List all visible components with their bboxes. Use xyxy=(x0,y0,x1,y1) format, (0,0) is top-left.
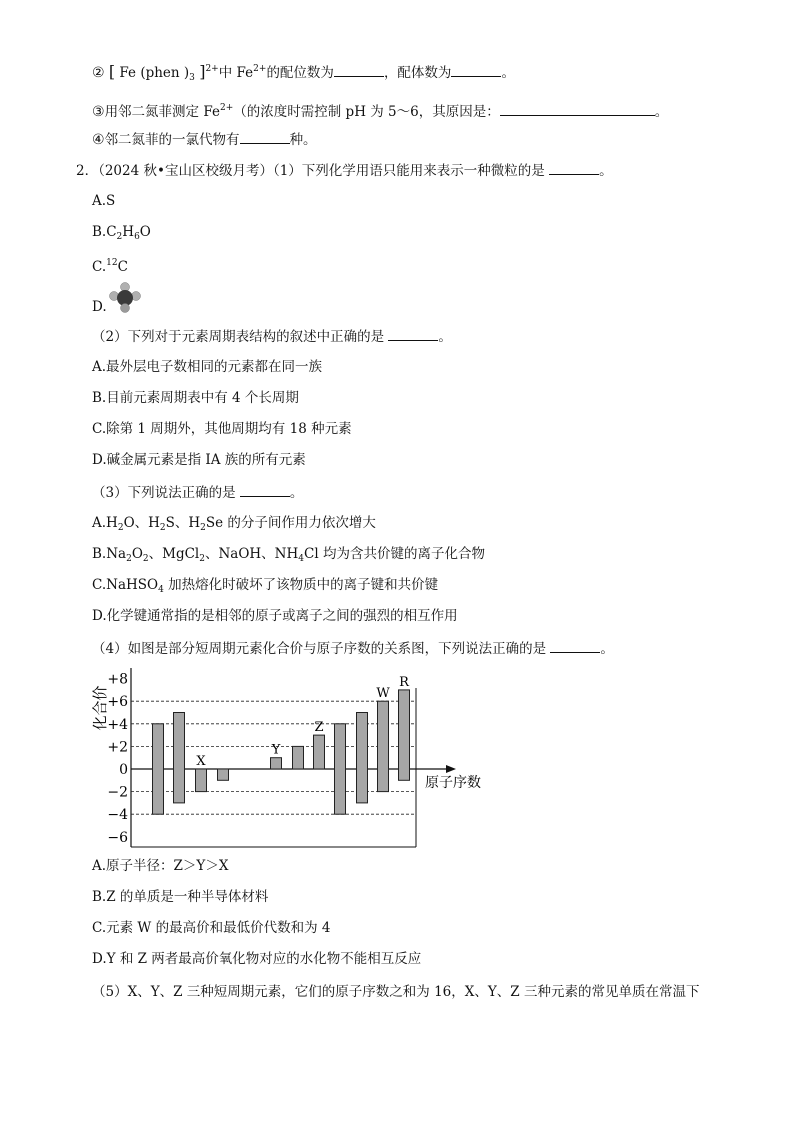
option-c: C.NaHSO$_4$ 加热熔化时破坏了该物质中的离子键和共价键 xyxy=(92,577,439,595)
option-c: C.元素 W 的最高价和最低价代数和为 4 xyxy=(92,920,331,936)
bar xyxy=(174,713,185,803)
answer-blank[interactable] xyxy=(549,161,599,175)
part5-stem: （5）X、Y、Z 三种短周期元素，它们的原子序数之和为 16，X、Y、Z 三种元素的常见单质在常温下 xyxy=(92,984,700,1000)
option-c: C.$^{12}$C xyxy=(92,258,128,275)
q1-item-2: ② [ Fe (phen )$_3$ ]$^{2+}$中 $Fe^{2+}$的配位数为 ，配体数为 。 xyxy=(92,62,515,83)
question-number: 2． xyxy=(76,163,99,179)
option-b: $B.Na_2O_2$、MgCl$_2$、NaOH、$NH_4Cl$ 均为含共价键的离子化合物 xyxy=(92,546,485,564)
part2-stem: （2）下列对于元素周期表结构的叙述中正确的是 。 xyxy=(92,329,452,345)
bar xyxy=(314,735,325,769)
answer-blank[interactable] xyxy=(240,483,290,497)
option-a: A.S xyxy=(92,193,116,209)
part3-stem: （3）下列说法正确的是 。 xyxy=(92,485,304,501)
option-c: C.除第 1 周期外，其他周期均有 18 种元素 xyxy=(92,421,352,437)
option-b: $B.C_2H_6O$ xyxy=(92,224,151,242)
option-a: A.最外层电子数相同的元素都在同一族 xyxy=(92,359,323,375)
bar xyxy=(153,724,164,814)
y-tick-label: −2 xyxy=(107,784,128,801)
bar xyxy=(335,724,346,814)
complex-ligand: Fe (phen ) xyxy=(119,65,190,81)
y-tick-label: +2 xyxy=(107,739,128,756)
y-tick-label: −6 xyxy=(107,829,128,846)
q1-item-3: ③用邻二氮菲测定 $Fe^{2+}$（的浓度时需控制 pH 为 5～6，其原因是： 。 xyxy=(92,103,669,120)
bar xyxy=(196,769,207,792)
q1-item-4: ④邻二氮菲的一氯代物有 种。 xyxy=(92,132,317,148)
answer-blank[interactable] xyxy=(451,63,501,77)
answer-blank[interactable] xyxy=(240,130,290,144)
bar xyxy=(378,701,389,791)
option-d: D.Y 和 Z 两者最高价氧化物对应的水化物不能相互反应 xyxy=(92,951,422,967)
valence-chart xyxy=(88,660,498,852)
bar-label: R xyxy=(399,674,409,690)
option-b: B.目前元素周期表中有 4 个长周期 xyxy=(92,390,299,406)
x-axis-label: 原子序数 xyxy=(425,775,481,791)
item-number: ② xyxy=(92,65,105,81)
answer-blank[interactable] xyxy=(388,327,438,341)
y-tick-label: +6 xyxy=(107,694,128,711)
answer-blank[interactable] xyxy=(500,102,655,116)
q2-header: 2．（2024 秋•宝山区校级月考）（1）下列化学用语只能用来表示一种微粒的是 。 xyxy=(76,163,613,179)
bar xyxy=(399,690,410,780)
bar-label: X xyxy=(196,754,206,769)
option-a: A.原子半径：Z＞Y＞X xyxy=(92,858,229,874)
answer-blank[interactable] xyxy=(334,63,384,77)
methane-ball-model-icon xyxy=(108,282,142,314)
y-axis-label: 化合价 xyxy=(91,685,109,731)
bar xyxy=(293,746,304,769)
y-tick-label: −4 xyxy=(107,807,128,824)
bar-label: Z xyxy=(314,720,324,736)
y-tick-label: +4 xyxy=(107,716,128,733)
option-d: D.化学键通常指的是相邻的原子或离子之间的强烈的相互作用 xyxy=(92,608,458,624)
option-d: D.碱金属元素是指 IA 族的所有元素 xyxy=(92,452,306,468)
y-tick-label: +8 xyxy=(107,671,128,688)
option-a: $A.H_2O$、$H_2S$、$H_2Se$ 的分子间作用力依次增大 xyxy=(92,515,376,533)
bar xyxy=(218,769,229,780)
bar xyxy=(357,713,368,803)
question-source: （2024 秋•宝山区校级月考） xyxy=(98,163,273,179)
option-b: B.Z 的单质是一种半导体材料 xyxy=(92,889,269,905)
y-tick-label: 0 xyxy=(119,762,128,778)
part4-stem: （4）如图是部分短周期元素化合价与原子序数的关系图，下列说法正确的是 。 xyxy=(92,641,614,657)
bar-label: W xyxy=(376,686,390,702)
bar-label: Y xyxy=(271,742,281,758)
x-axis-arrow xyxy=(446,765,456,773)
bar xyxy=(271,758,282,769)
answer-blank[interactable] xyxy=(550,639,600,653)
option-d: D. xyxy=(92,299,107,315)
